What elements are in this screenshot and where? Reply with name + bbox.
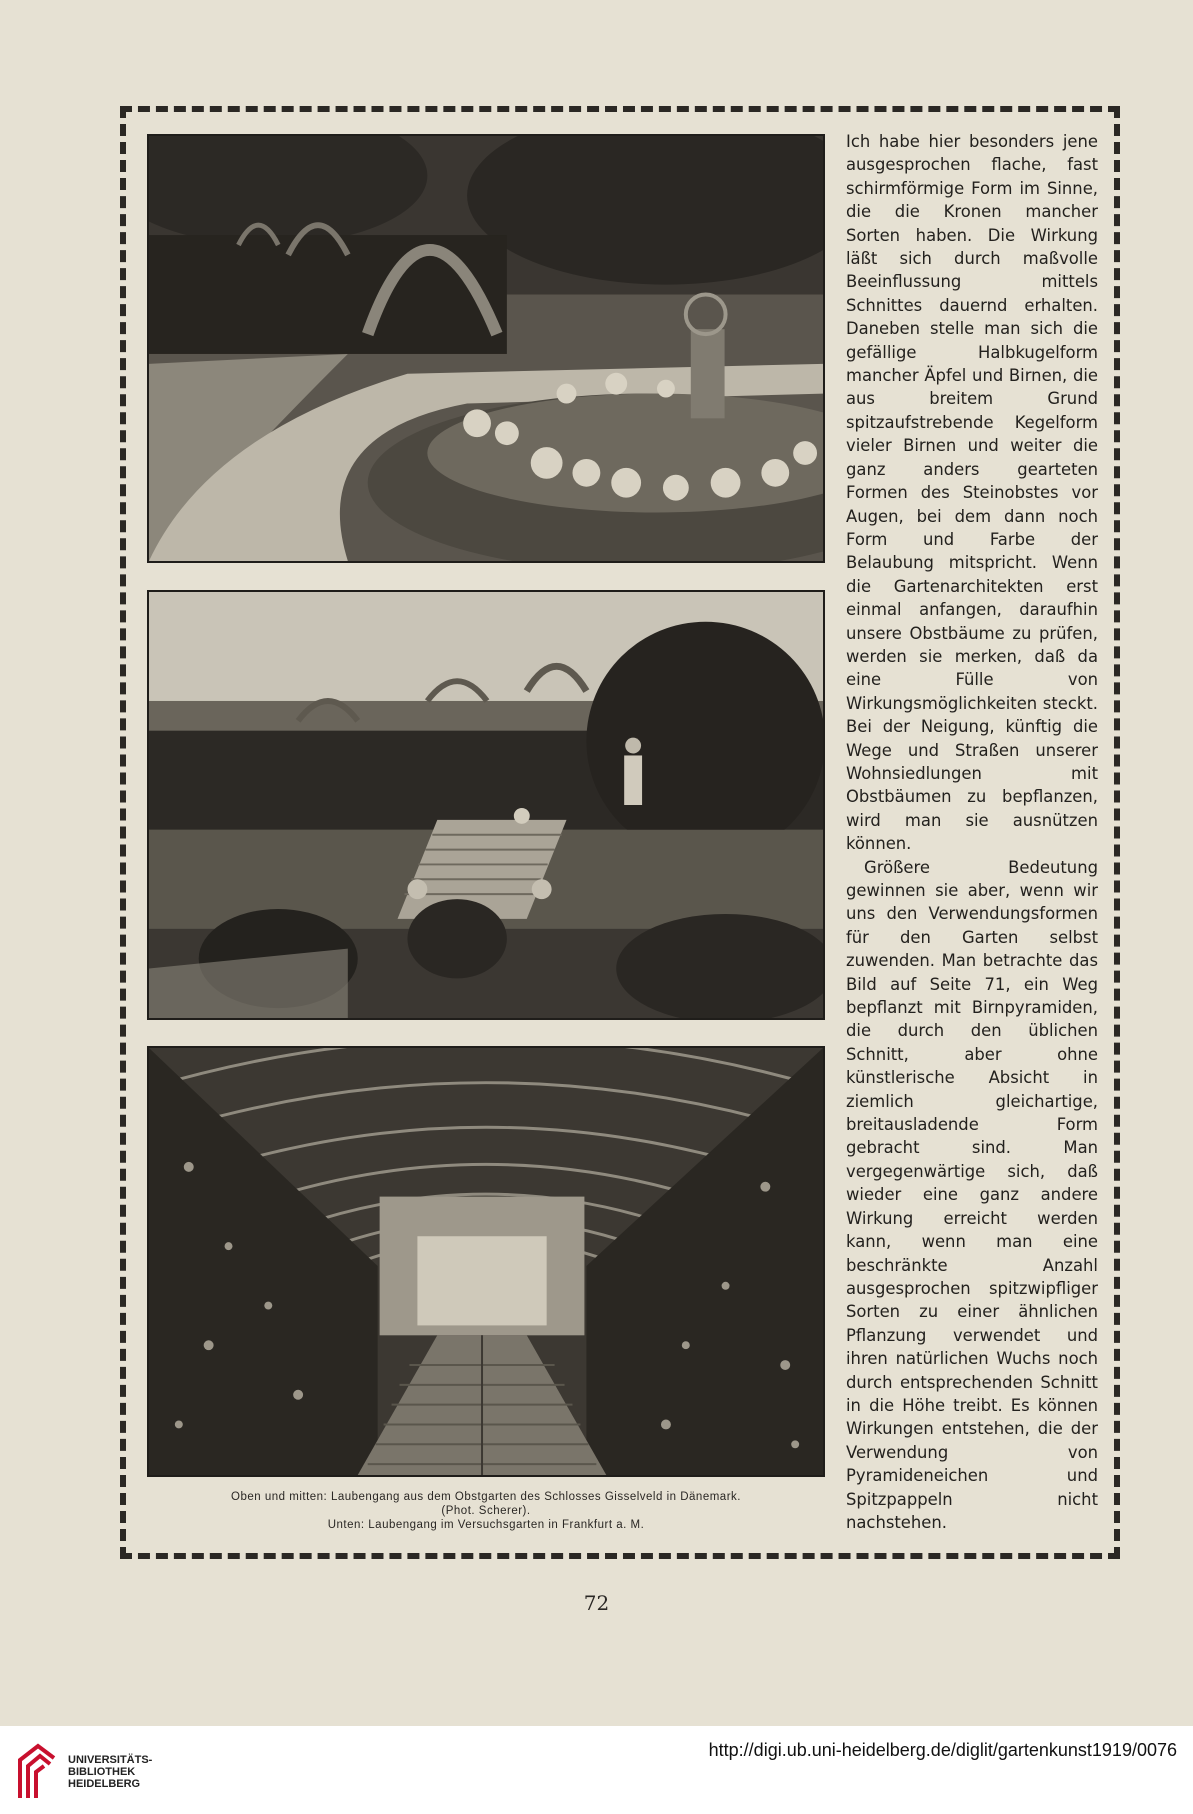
library-name-line-3: HEIDELBERG <box>68 1778 141 1790</box>
caption-line-1: Oben und mitten: Laubengang aus dem Obstgarten des Schlosses Gisselveld in Dänemark. <box>231 1491 741 1503</box>
photo-garden-arches-top <box>147 134 825 563</box>
caption-line-3: Unten: Laubengang im Versuchsgarten in Frankfurt a. M. <box>327 1519 645 1531</box>
page-number: 72 <box>583 1591 610 1615</box>
body-text-column <box>846 130 1098 1534</box>
photo-garden-stairs-middle <box>147 590 825 1020</box>
library-name <box>68 1754 152 1790</box>
library-logo-icon <box>16 1740 58 1802</box>
body-paragraph-1: Ich habe hier besonders jene ausgesprochen flache, fast schirmförmige Form im Sinne, die die Kronen mancher Sorten haben. Die Wirkung läßt sich durch maßvolle Beeinflussung mittels Schnittes dauernd erhalten. Daneben stelle man sich die gefällige Halbkugelform mancher Äpfel und Birnen, die aus breitem Grund spitzaufstrebende Kegelform vieler Birnen und weiter die ganz anders gearteten Formen des Steinobstes vor Augen, bei dem dann noch Form und Farbe der Belaubung mitspricht. Wenn die Gartenarchitekten erst einmal anfangen, daraufhin unsere Obstbäume zu prüfen, werden sie merken, daß da eine Fülle von Wirkungsmöglichkeiten steckt. Bei der Neigung, künftig die Wege und Straßen unserer Wohnsiedlungen mit Obstbäumen zu bepflanzen, wird man sie ausnützen können. <box>846 132 1098 854</box>
source-url[interactable]: http://digi.ub.uni-heidelberg.de/diglit/gartenkunst1919/0076 <box>708 1740 1177 1760</box>
library-name-line-1: UNIVERSITÄTS- <box>68 1754 153 1766</box>
photo-caption <box>140 1490 832 1532</box>
photo-pergola-tunnel-bottom <box>147 1046 825 1477</box>
body-paragraph-2: Größere Bedeutung gewinnen sie aber, wenn wir uns den Verwendungsformen für den Garten selbst zuwenden. Man betrachte das Bild auf Seite 71, ein Weg bepflanzt mit Birnpyramiden, die durch den üblichen Schnitt, aber ohne künstlerische Absicht in ziemlich gleichartige, breitausladende Form gebracht sind. Man vergegenwärtige sich, daß wieder eine ganz andere Wirkung erreicht werden kann, wenn man eine beschränkte Anzahl ausgesprochen spitzwipfliger Sorten zu einer ähnlichen Pflanzung verwendet und ihren natürlichen Wuchs noch durch entsprechenden Schnitt in die Höhe treibt. Es können Wirkungen entstehen, die der Verwendung von Pyramideneichen und Spitzpappeln nicht nachstehen. <box>846 857 1098 1532</box>
library-name-line-2: BIBLIOTHEK <box>68 1766 136 1778</box>
caption-line-2: (Phot. Scherer). <box>441 1505 531 1517</box>
library-footer <box>0 1726 1193 1814</box>
